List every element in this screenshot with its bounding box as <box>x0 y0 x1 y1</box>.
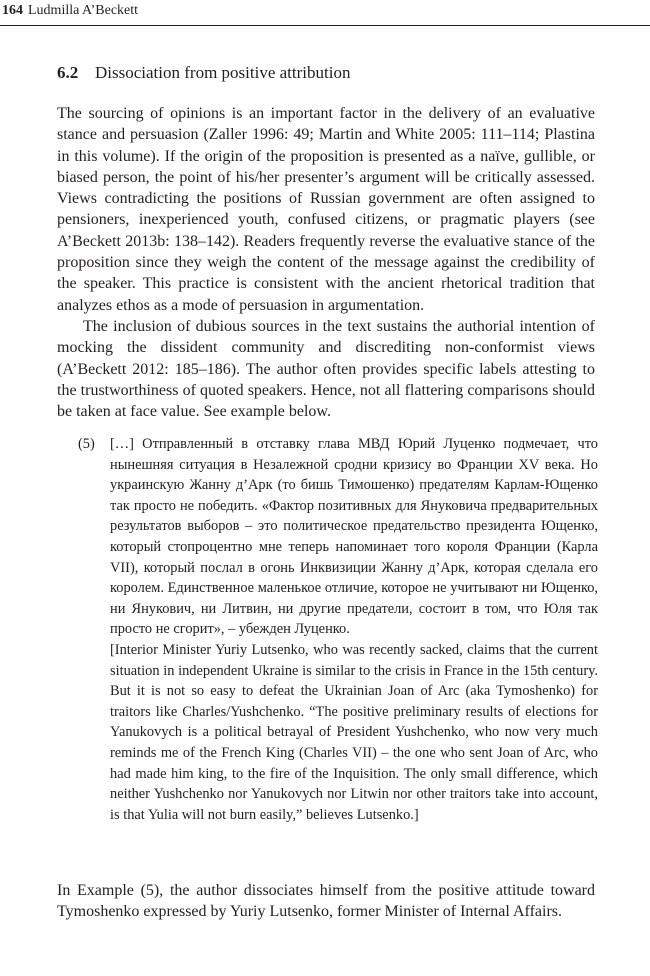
section-title: Dissociation from positive attribution <box>95 63 351 82</box>
example-russian-text: […] Отправленный в отставку глава МВД Юрий Луценко подмечает, что нынешняя ситуация в Незалежной сродни кризису во Франции XV века. Но украинскую Жанну д’Арк (то бишь Тимошенко) предателям Карлам-Ющенко так просто не победить. «Фактор позитивных для Януковича предварительных результатов выборов – это политическое предательство президента Ющенко, который стопроцентно мне теперь напоминает того короля Франции (Карла VII), который послал в огонь Инквизиции Жанну д’Арк, которая сделала его королем. Единственное маленькое отличие, которое не учитывают ни Ющенко, ни Янукович, ни Литвин, ни другие предатели, состоит в том, что Юля так просто не сгорит», – убежден Луценко. <box>110 436 598 638</box>
example-english-translation: [Interior Minister Yuriy Lutsenko, who was recently sacked, claims that the current situation in independent Ukraine is similar to the crisis in France in the 15th century. But it is not so easy to defeat the Ukrainian Joan of Arc (aka Tymoshenko) for traitors like Charles/Yushchenko. “The positive preliminary results of elections for Yanukovych is a political betrayal of President Yushchenko, who now very much reminds me of the French King (Charles VII) – the one who sent Joan of Arc, who had made him king, to the fire of the Inquisition. The only small difference, which neither Yushchenko nor Yanukovych nor Litwin nor other traitors take into account, is that Yulia will not burn easily,” believes Lutsenko.] <box>110 641 598 823</box>
section-number: 6.2 <box>57 63 79 82</box>
example-number: (5) <box>78 436 95 452</box>
body-paragraph-1: The sourcing of opinions is an important factor in the delivery of an evaluative stance and persuasion (Zaller 1996: 49; Martin and White 2005: 111–114; Plastina in this volume). If the origin of the proposition is presented as a naïve, gullible, or biased person, the point of his/her presenter’s argument will be critically assessed. Views contradicting the positions of Russian government are often assigned to pensioners, inexperienced youth, confused citizens, or pragmatic players (see A’Beckett 2013b: 138–142). Readers frequently reverse the evaluative stance of the proposition since they weigh the content of the message against the credibility of the speaker. This practice is consistent with the ancient rhetorical tradition that analyzes ethos as a mode of persuasion in argumentation. <box>57 105 595 314</box>
closing-paragraph: In Example (5), the author dissociates himself from the positive attitude toward Tymoshenko expressed by Yuriy Lutsenko, former Minister of Internal Affairs. <box>57 882 595 921</box>
running-head-author: Ludmilla A’Beckett <box>28 3 139 18</box>
page-number: 164 <box>2 3 23 18</box>
example-body <box>110 434 598 825</box>
section-heading <box>57 62 350 84</box>
example-5 <box>78 434 598 825</box>
body-paragraph-2: The inclusion of dubious sources in the text sustains the authorial intention of mocking the dissident community and discrediting non-conformist views (A’Beckett 2012: 185–186). The author often provides specific labels attesting to the trustworthiness of quoted speakers. Hence, not all flattering comparisons should be taken at face value. See example below. <box>57 318 595 421</box>
running-head <box>0 0 650 26</box>
